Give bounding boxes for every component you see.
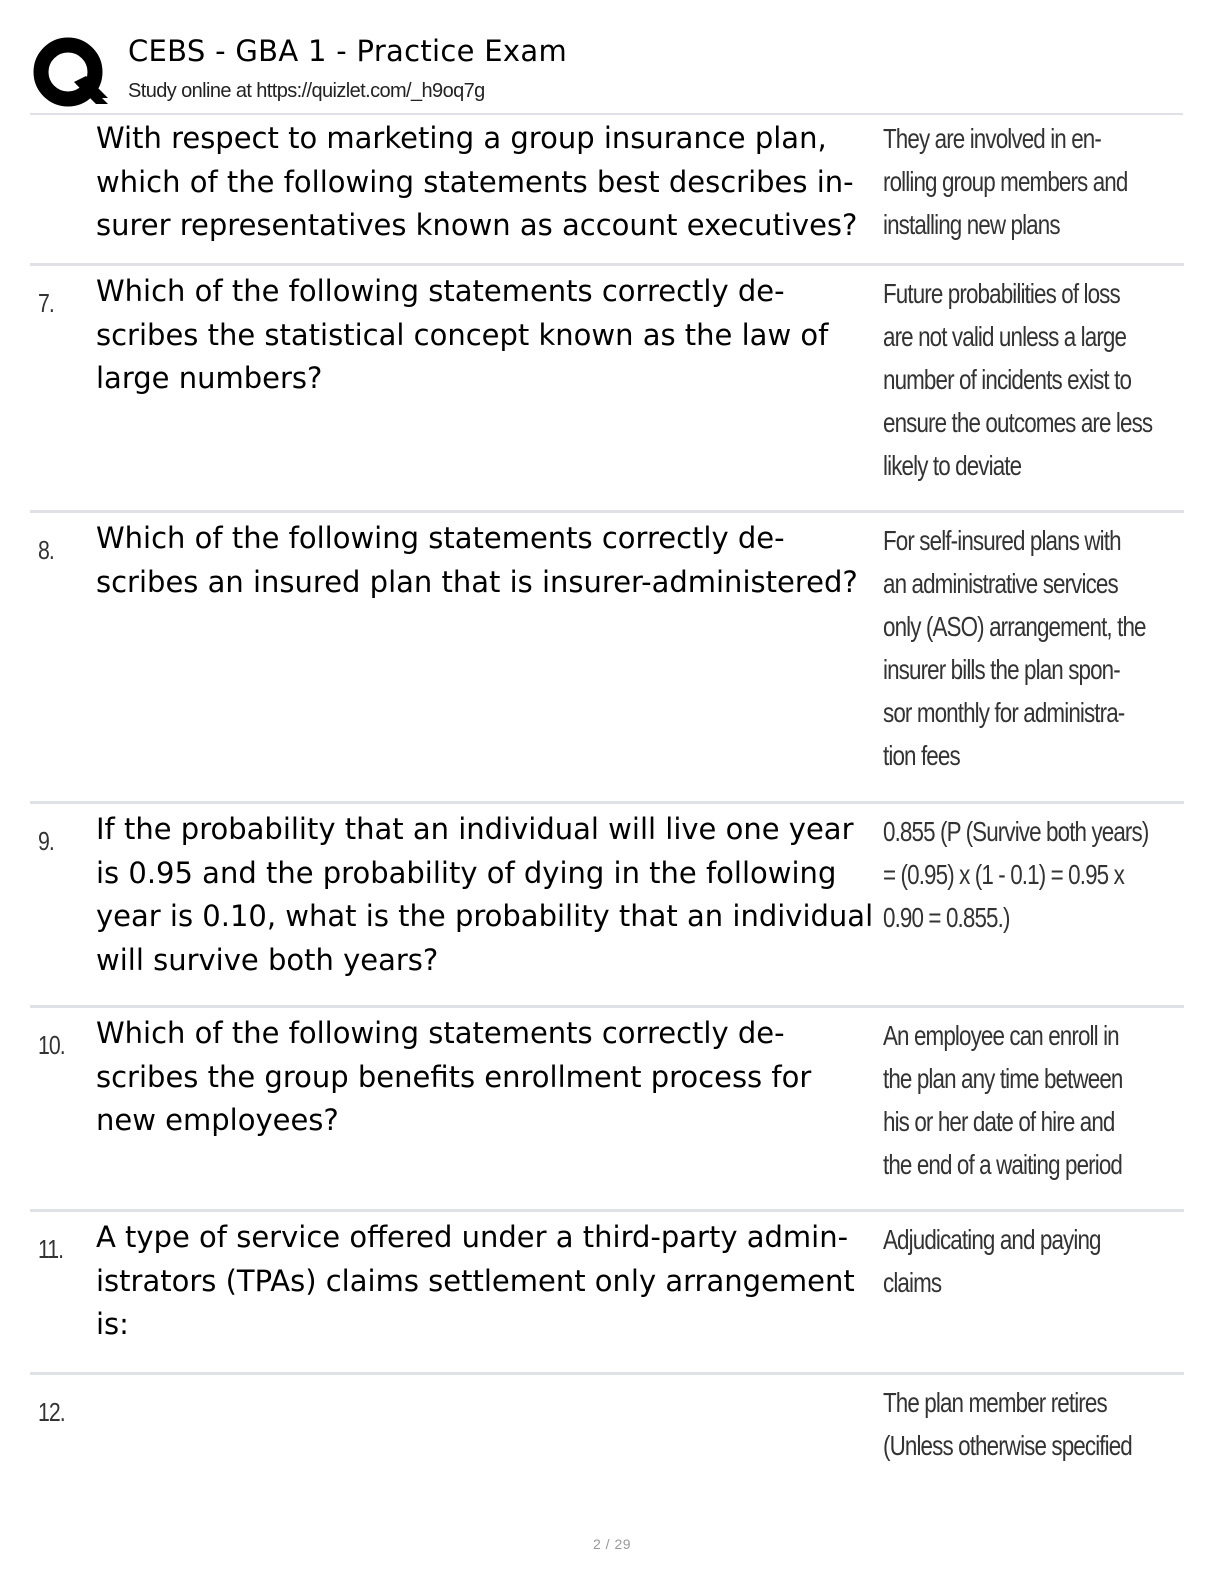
answer-line: installing new plans [883, 209, 1060, 240]
quizlet-logo-icon [30, 32, 110, 112]
answer-line: (Unless otherwise specified [883, 1430, 1132, 1461]
question-line: A type of service offered under a third-party admin- [96, 1220, 849, 1254]
flashcard-row [30, 1008, 1184, 1212]
document-title: CEBS - GBA 1 - Practice Exam [128, 34, 567, 68]
answer-text [883, 519, 1163, 777]
answer-line: An employee can enroll in [883, 1020, 1119, 1051]
answer-line: the plan any time between [883, 1063, 1123, 1094]
question-line: will survive both years? [96, 942, 439, 977]
question-text [96, 1012, 886, 1143]
study-online-link-text: Study online at https://quizlet.com/_h9oq7g [128, 80, 485, 102]
answer-line: rolling group members and [883, 166, 1128, 197]
answer-line: an administrative services [883, 568, 1118, 599]
answer-line: the end of a waiting period [883, 1149, 1123, 1180]
answer-text [883, 810, 1163, 939]
answer-line: only (ASO) arrangement, the [883, 611, 1146, 642]
answer-line: ensure the outcomes are less [883, 407, 1153, 438]
question-line: new employees? [96, 1103, 339, 1137]
answer-text [883, 117, 1163, 246]
flashcard-row [30, 115, 1184, 266]
question-number: 9. [38, 826, 54, 856]
question-text [96, 1216, 886, 1347]
question-line: If the probability that an individual will live one year [96, 812, 854, 846]
answer-text [883, 272, 1163, 487]
flashcard-list [30, 115, 1184, 1535]
answer-line: For self-insured plans with [883, 525, 1121, 556]
flashcard-row [30, 804, 1184, 1008]
answer-line: number of incidents exist to [883, 364, 1132, 395]
answer-line: Future probabilities of loss [883, 278, 1120, 309]
answer-line: insurer bills the plan spon- [883, 654, 1120, 685]
question-number: 7. [38, 288, 54, 318]
flashcard-row [30, 513, 1184, 804]
question-line: istrators (TPAs) claims settlement only arrangement [96, 1263, 855, 1298]
question-line: surer representatives known as account executives? [96, 208, 858, 242]
answer-line: The plan member retires [883, 1387, 1107, 1418]
question-text [96, 517, 886, 604]
answer-line: likely to deviate [883, 450, 1022, 481]
answer-line: are not valid unless a large [883, 321, 1127, 352]
question-text [96, 270, 886, 401]
question-line: year is 0.10, what is the probability that an individual [96, 899, 874, 933]
question-line: Which of the following statements correctly de- [96, 274, 785, 308]
flashcard-row [30, 1212, 1184, 1375]
question-line: is 0.95 and the probability of dying in the following [96, 855, 837, 890]
answer-text [883, 1381, 1163, 1467]
answer-line: = (0.95) x (1 - 0.1) = 0.95 x [883, 859, 1124, 890]
answer-text [883, 1014, 1163, 1186]
question-line: scribes the statistical concept known as the law of [96, 317, 829, 352]
answer-line: 0.90 = 0.855.) [883, 902, 1010, 933]
flashcard-row [30, 1375, 1184, 1535]
answer-line: Adjudicating and paying [883, 1224, 1101, 1255]
answer-line: tion fees [883, 740, 960, 771]
answer-text [883, 1218, 1163, 1304]
question-line: Which of the following statements correctly de- [96, 521, 785, 555]
question-number: 11. [38, 1234, 64, 1264]
answer-line: They are involved in en- [883, 123, 1101, 154]
question-line: Which of the following statements correctly de- [96, 1016, 785, 1050]
question-line: which of the following statements best describes in- [96, 164, 854, 199]
question-line: With respect to marketing a group insurance plan, [96, 121, 827, 155]
question-number: 12. [38, 1397, 65, 1427]
answer-line: sor monthly for administra- [883, 697, 1125, 728]
page-indicator: 2 / 29 [592, 1536, 632, 1552]
question-text [96, 117, 886, 248]
question-line: scribes an insured plan that is insurer-administered? [96, 564, 858, 599]
page-header [30, 28, 1184, 114]
answer-line: claims [883, 1267, 942, 1298]
flashcard-row [30, 266, 1184, 513]
question-line: large numbers? [96, 361, 323, 395]
answer-line: 0.855 (P (Survive both years) [883, 816, 1149, 847]
question-line: scribes the group benefits enrollment process for [96, 1059, 812, 1094]
answer-line: his or her date of hire and [883, 1106, 1115, 1137]
question-line: is: [96, 1307, 129, 1341]
question-text [96, 808, 886, 982]
question-number: 10. [38, 1030, 65, 1060]
question-number: 8. [38, 535, 54, 565]
